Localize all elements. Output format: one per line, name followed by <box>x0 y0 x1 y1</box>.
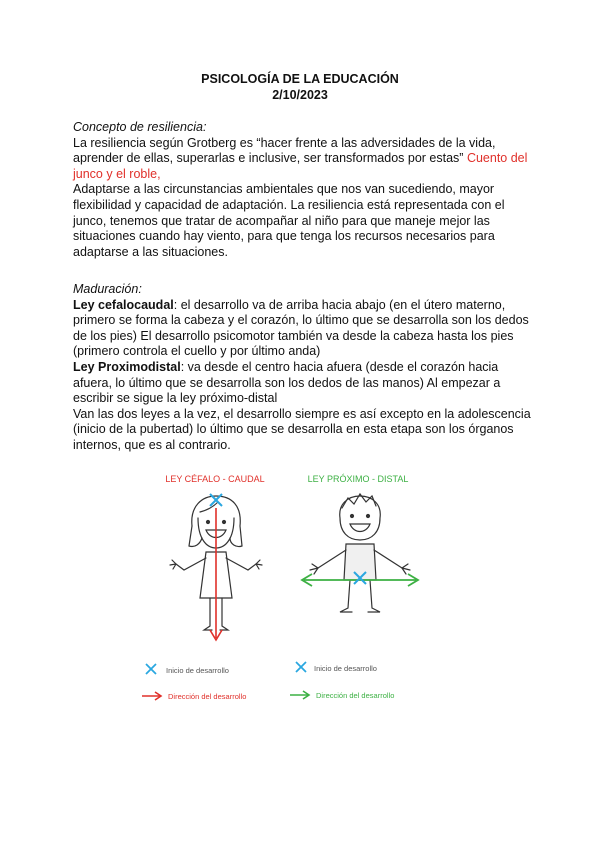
right-legend-start-label: Inicio de desarrollo <box>314 664 377 673</box>
ley-cefalocaudal-name: Ley cefalocaudal <box>73 297 174 312</box>
left-legend-x-icon <box>146 664 156 674</box>
left-figure-title: LEY CÉFALO - CAUDAL <box>165 474 265 484</box>
ley-cefalocaudal-text: : el desarrollo va de arriba hacia abajo (en el útero materno, primero se forma la cabeza y el corazón, lo último que se desarrolla son los dedos de los pies) El desarrollo psicomotor también va desde la cabeza hasta los pies (primero controla el cuello y por último anda) <box>73 297 529 359</box>
ley-proximodistal-text: : va desde el centro hacia afuera (desde el corazón hacia afuera, lo último que se desarrolla son los dedos de las manos) Al empezar a escribir se sigue la ley próximo-distal <box>73 359 501 406</box>
resiliencia-paragraph-1 <box>73 136 533 183</box>
resiliencia-definition: La resiliencia según Grotberg es “hacer frente a las adversidades de la vida, aprender de ellas, superarlas e inclusive, ser transformados por estas” <box>73 135 496 166</box>
cuento-link[interactable]: Cuento del junco y el roble, <box>73 151 528 181</box>
resiliencia-heading: Concepto de resiliencia: <box>73 120 207 134</box>
resiliencia-paragraph-2: Adaptarse a las circunstancias ambientales que nos van sucediendo, mayor flexibilidad y capacidad de adaptación. La resiliencia está representada con el junco, tenemos que tratar de acompañar al niño para que maneje mejor las situaciones cuando hay viento, para que tenga los recursos necesarios para adaptarse a las situaciones. <box>73 182 505 259</box>
right-legend-x-icon <box>296 662 306 672</box>
ley-proximodistal-name: Ley Proximodistal <box>73 359 181 374</box>
boy-illustration <box>310 494 410 612</box>
maduracion-paragraph-3: Van las dos leyes a la vez, el desarrollo siempre es así excepto en la adolescencia (inicio de la pubertad) lo último que se desarrolla en esta etapa son los órganos internos, que es al contrario. <box>73 406 531 452</box>
document-title: PSICOLOGÍA DE LA EDUCACIÓN <box>201 72 399 86</box>
maduracion-section <box>73 282 533 454</box>
left-legend-direction-label: Dirección del desarrollo <box>168 692 247 701</box>
maduracion-heading: Maduración: <box>73 282 142 296</box>
ley-cefalocaudal-paragraph <box>73 298 533 360</box>
development-laws-figure <box>140 468 440 718</box>
right-figure-title: LEY PRÓXIMO - DISTAL <box>307 474 409 484</box>
document-date: 2/10/2023 <box>272 88 328 102</box>
right-legend-direction-label: Dirección del desarrollo <box>316 691 395 700</box>
ley-proximodistal-paragraph <box>73 360 533 407</box>
resiliencia-section <box>73 120 533 260</box>
left-legend-start-label: Inicio de desarrollo <box>166 666 229 675</box>
